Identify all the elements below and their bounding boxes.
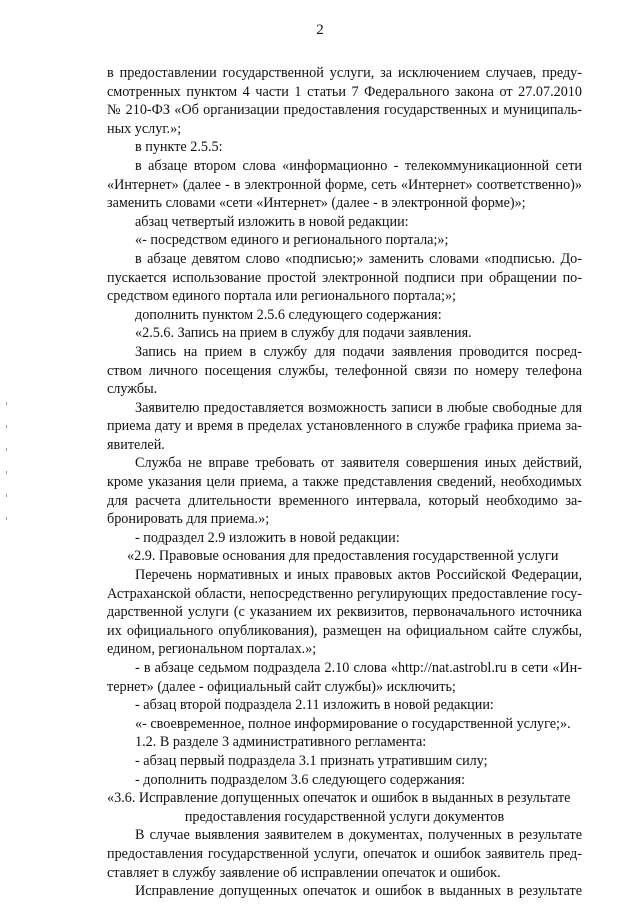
text-line: Исправление допущенных опечаток и ошибок в выданных в результате bbox=[135, 883, 582, 900]
text-line: в абзаце втором слова «информационно - телекоммуникационной сети bbox=[135, 157, 582, 174]
text-line: «2.9. Правовые основания для предоставления государственной услуги bbox=[127, 548, 559, 565]
margin-tick bbox=[6, 494, 7, 497]
text-line: «2.5.6. Запись на прием в службу для подачи заявления. bbox=[135, 325, 472, 342]
margin-tick bbox=[6, 471, 7, 474]
text-line: явителей. bbox=[107, 436, 165, 453]
text-line: абзац четвертый изложить в новой редакции: bbox=[135, 213, 409, 230]
text-line: в предоставлении государственной услуги, за исключением случаев, преду- bbox=[107, 65, 582, 81]
text-line: кроме указания цели приема, а также представления сведений, необходимых bbox=[107, 474, 582, 491]
text-line: приема дату и время в пределах установленного в службе графика приема за- bbox=[107, 418, 582, 435]
document-body bbox=[107, 64, 582, 901]
text-line: 1.2. В разделе 3 административного регламента: bbox=[135, 734, 427, 751]
text-line: ставляет в службу заявление об исправлении опечаток и ошибок. bbox=[107, 864, 501, 881]
text-line: смотренных пунктом 4 части 1 статьи 7 Федерального закона от 27.07.2010 bbox=[107, 83, 582, 100]
text-line: для расчета длительности временного интервала, который необходимо за- bbox=[107, 492, 582, 509]
text-line: Перечень нормативных и иных правовых актов Российской Федерации, bbox=[135, 567, 582, 584]
text-line: в пункте 2.5.5: bbox=[135, 139, 223, 156]
text-line: их официального опубликования), размещен на официальном сайте службы, bbox=[107, 622, 582, 639]
text-line: Запись на прием в службу для подачи заявления проводится посред- bbox=[135, 343, 582, 360]
text-line: средством единого портала или регионального портала;»; bbox=[107, 288, 456, 305]
text-line: Заявителю предоставляется возможность записи в любые свободные для bbox=[135, 399, 582, 416]
text-line: предоставления государственной услуги, опечаток и ошибок заявитель пред- bbox=[107, 845, 582, 862]
text-line: № 210-ФЗ «Об организации предоставления государственных и муниципаль- bbox=[107, 102, 582, 119]
margin-tick bbox=[6, 402, 7, 405]
text-line: «Интернет» (далее - в электронной форме, сеть «Интернет» соответственно)» bbox=[107, 176, 582, 193]
margin-tick bbox=[6, 425, 7, 428]
margin-marks bbox=[6, 402, 10, 540]
page-number: 2 bbox=[316, 22, 324, 38]
text-line: заменить словами «сети «Интернет» (далее - в электронной форме)»; bbox=[107, 195, 526, 212]
text-line: предоставления государственной услуги документов bbox=[184, 808, 505, 825]
text-line: - подраздел 2.9 изложить в новой редакции: bbox=[135, 529, 400, 546]
margin-tick bbox=[6, 517, 7, 520]
text-line: - дополнить подразделом 3.6 следующего содержания: bbox=[135, 771, 466, 788]
text-line: - абзац второй подраздела 2.11 изложить в новой редакции: bbox=[135, 697, 494, 714]
text-line: пускается использование простой электронной подписи при обращении по- bbox=[107, 269, 582, 286]
text-line: службы. bbox=[107, 381, 158, 398]
text-line: ством личного посещения службы, телефонной связи по номеру телефона bbox=[107, 362, 582, 379]
text-line: ных услуг.»; bbox=[107, 120, 182, 137]
text-line: дополнить пунктом 2.5.6 следующего содержания: bbox=[135, 306, 442, 323]
text-line: - абзац первый подраздела 3.1 признать утратившим силу; bbox=[135, 752, 488, 769]
text-line: едином, региональном порталах.»; bbox=[107, 641, 317, 658]
text-line: - в абзаце седьмом подраздела 2.10 слова «http://nat.astrobl.ru в сети «Ин- bbox=[135, 660, 582, 676]
text-line: В случае выявления заявителем в документах, полученных в результате bbox=[135, 827, 582, 844]
text-line: Служба не вправе требовать от заявителя совершения иных действий, bbox=[135, 455, 582, 472]
text-line: Астраханской области, непосредственно регулирующих предоставление госу- bbox=[107, 585, 582, 602]
text-line: дарственной услуги (с указанием их реквизитов, первоначального источника bbox=[107, 604, 582, 621]
text-line: в абзаце девятом слово «подписью;» заменить словами «подписью. До- bbox=[135, 250, 582, 267]
text-line: бронировать для приема.»; bbox=[107, 511, 270, 528]
text-line: «3.6. Исправление допущенных опечаток и ошибок в выданных в результате bbox=[107, 790, 571, 807]
text-line: «- своевременное, полное информирование о государственной услуге;». bbox=[135, 715, 571, 732]
margin-tick bbox=[6, 448, 7, 451]
text-line: «- посредством единого и регионального портала;»; bbox=[135, 232, 449, 249]
text-line: тернет» (далее - официальный сайт службы)» исключить; bbox=[107, 678, 456, 695]
